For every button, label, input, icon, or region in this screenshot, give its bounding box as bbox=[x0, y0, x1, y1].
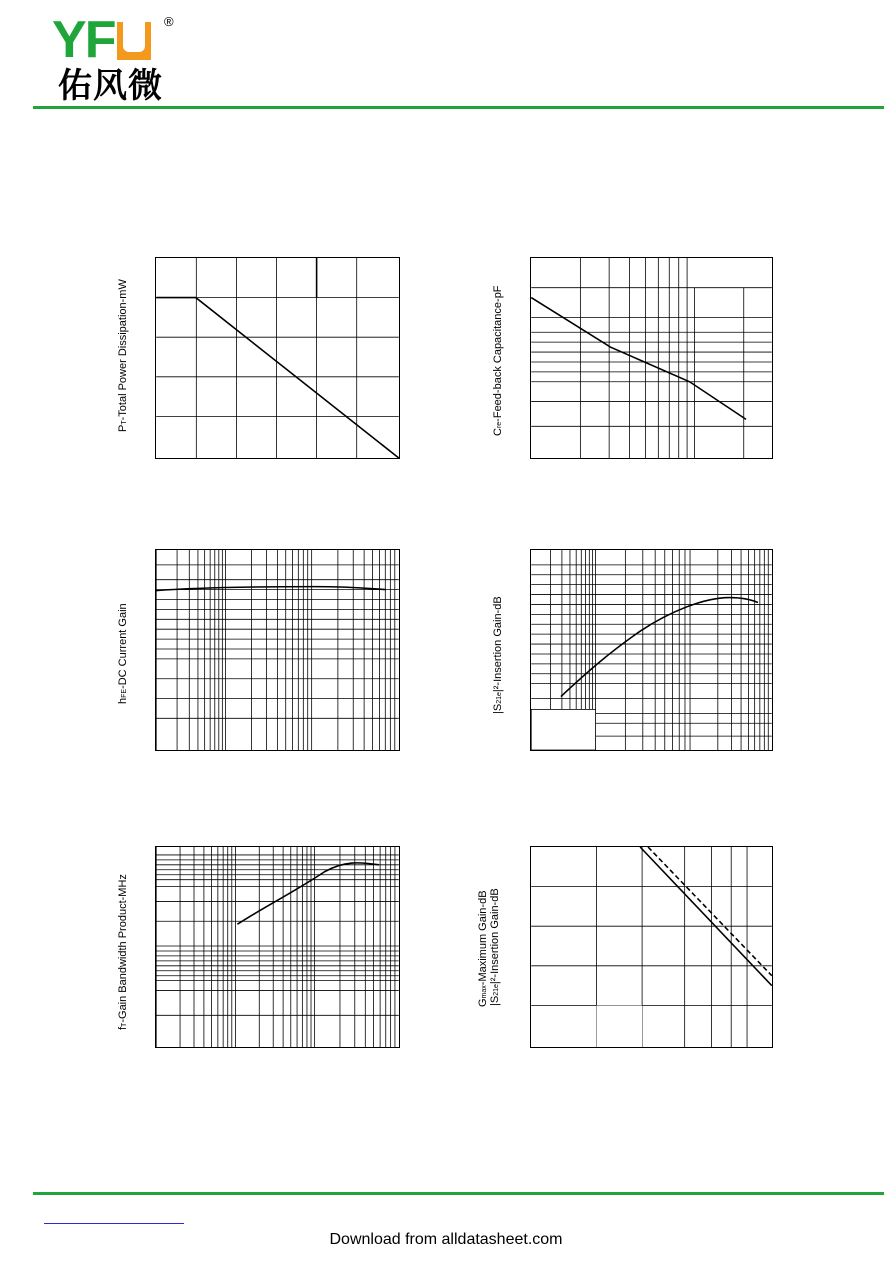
chart-feedback-capacitance bbox=[530, 257, 773, 459]
chart-gain-bandwidth bbox=[155, 846, 400, 1048]
chart-feedback-capacitance-ylabel: Cre-Feed-back Capacitance-pF bbox=[492, 285, 504, 436]
header-divider bbox=[33, 106, 884, 109]
footer-divider bbox=[33, 1192, 884, 1195]
logo-u-mark bbox=[117, 22, 151, 60]
chart-power-dissipation-ylabel: PT-Total Power Dissipation-mW bbox=[117, 279, 129, 432]
chart-feedback-capacitance-plot bbox=[531, 258, 772, 458]
capacitance-curve bbox=[531, 298, 746, 420]
footer-link[interactable] bbox=[44, 1213, 184, 1224]
chart-insertion-gain-plot bbox=[531, 550, 772, 750]
blank-region bbox=[597, 1005, 643, 1047]
chart-maximum-gain-plot bbox=[531, 847, 772, 1047]
chart-dc-current-gain-plot bbox=[156, 550, 399, 750]
logo-cjk-name: 佑风微 bbox=[58, 66, 163, 106]
footer-download-text: Download from alldatasheet.com bbox=[329, 1231, 563, 1248]
power-derating-curve bbox=[156, 298, 399, 458]
gain-bandwidth-curve bbox=[237, 863, 379, 924]
registered-mark: ® bbox=[164, 14, 174, 29]
chart-maximum-gain bbox=[530, 846, 773, 1048]
maximum-gain-line bbox=[640, 847, 772, 986]
chart-gain-bandwidth-ylabel: fT-Gain Bandwidth Product-MHz bbox=[117, 874, 129, 1030]
insertion-gain-dashed-line bbox=[648, 847, 772, 976]
chart-dc-current-gain-ylabel: hFE-DC Current Gain bbox=[117, 603, 129, 704]
chart-maximum-gain-ylabel-1: Gmax-Maximum Gain-dB bbox=[477, 890, 489, 1007]
chart-dc-current-gain bbox=[155, 549, 400, 751]
chart-gain-bandwidth-plot bbox=[156, 847, 399, 1047]
chart-power-dissipation bbox=[155, 257, 400, 459]
chart-maximum-gain-ylabel-2: |S21e|²-Insertion Gain-dB bbox=[489, 888, 501, 1006]
insertion-gain-curve bbox=[561, 598, 758, 697]
current-gain-curve bbox=[156, 587, 386, 591]
chart-power-dissipation-plot bbox=[156, 258, 399, 458]
chart-insertion-gain-ylabel: |S21e|²-Insertion Gain-dB bbox=[492, 596, 504, 714]
logo-latin: YF bbox=[52, 14, 151, 66]
company-logo bbox=[52, 11, 182, 110]
chart-insertion-gain bbox=[530, 549, 773, 751]
blank-region bbox=[531, 709, 595, 750]
